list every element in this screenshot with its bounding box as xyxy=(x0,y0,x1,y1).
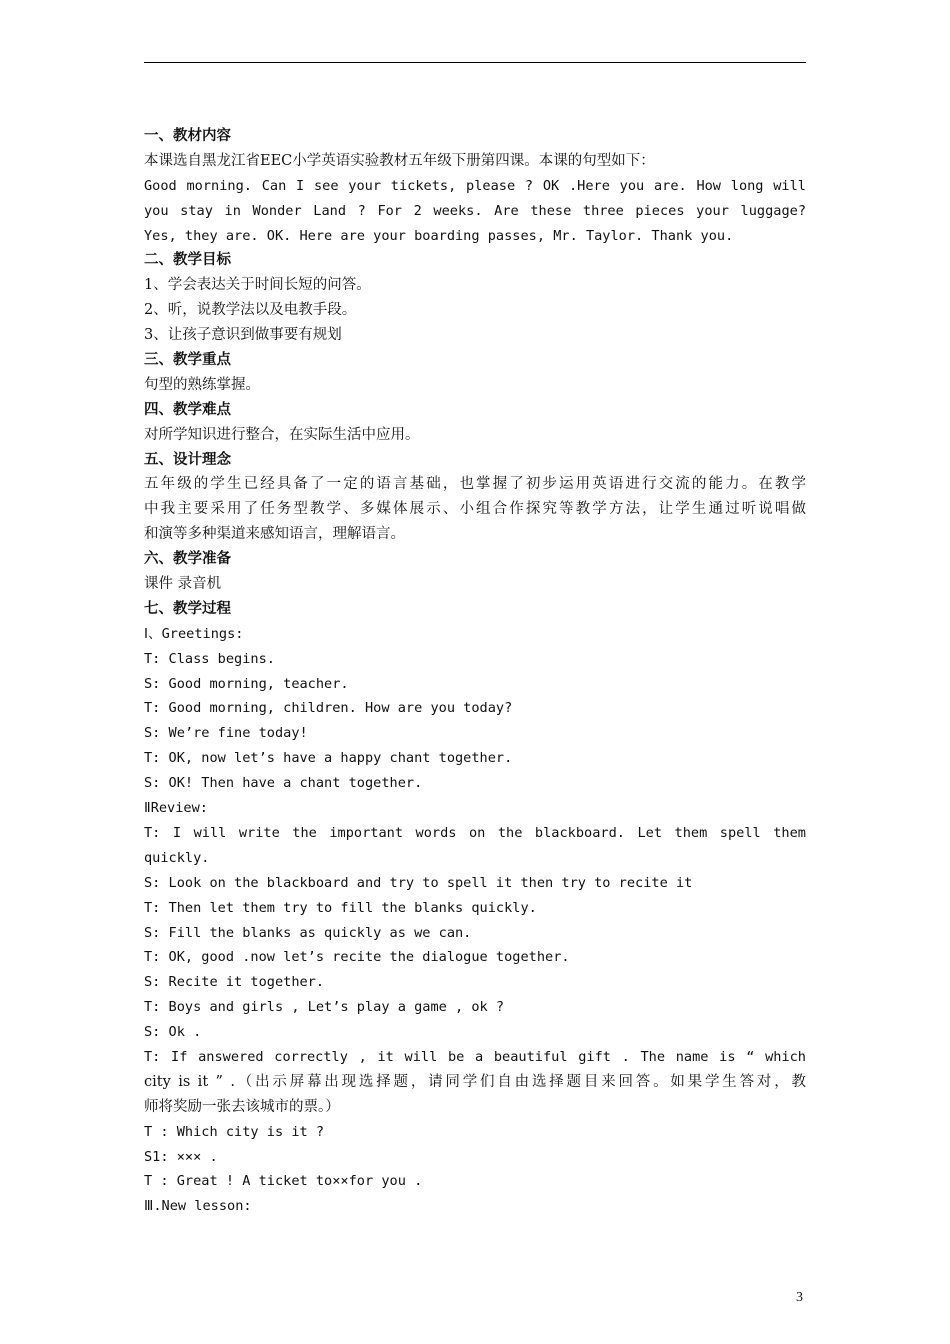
section-heading: 一、教材内容 xyxy=(144,128,231,144)
section-heading: 七、教学过程 xyxy=(144,600,231,617)
text-line: T : Which city is it ? xyxy=(144,1123,325,1140)
text-line: Yes, they are. OK. Here are your boarding passes, Mr. Taylor. Thank you. xyxy=(144,227,734,244)
text-line: Ⅲ.New lesson: xyxy=(144,1198,252,1215)
text-line: 对所学知识进行整合，在实际生活中应用。 xyxy=(144,426,420,443)
text-line: S: Recite it together. xyxy=(144,974,325,991)
text-line: T: I will write the important words on the blackboard. Let them spell them xyxy=(144,824,806,841)
text-line: 本课选自黑龙江省EEC小学英语实验教材五年级下册第四课。本课的句型如下： xyxy=(144,152,655,169)
text-line: T: Good morning, children. How are you today? xyxy=(144,700,513,717)
section-heading: 四、教学难点 xyxy=(144,401,231,418)
section-heading: 二、教学目标 xyxy=(144,252,231,269)
text-line: 和演等多种渠道来感知语言，理解语言。 xyxy=(144,526,405,543)
text-line: 中我主要采用了任务型教学、多媒体展示、小组合作探究等教学方法，让学生通过听说唱做 xyxy=(144,501,806,518)
text-line: T: Boys and girls , Let’s play a game , ok ? xyxy=(144,999,505,1016)
text-line: 1、学会表达关于时间长短的问答。 xyxy=(144,277,371,294)
text-line: Ⅰ、Greetings: xyxy=(144,625,244,642)
text-line: 句型的熟练掌握。 xyxy=(144,376,260,393)
text-line: S: Fill the blanks as quickly as we can. xyxy=(144,924,472,941)
text-line: you stay in Wonder Land ? For 2 weeks. Are these three pieces your luggage? xyxy=(144,202,806,219)
text-line: Good morning. Can I see your tickets, please ? OK .Here you are. How long will xyxy=(144,177,806,194)
text-line: T: Then let them try to fill the blanks quickly. xyxy=(144,899,537,916)
text-line: T: OK, now let’s have a happy chant together. xyxy=(144,750,513,767)
page-number: 3 xyxy=(796,1290,803,1305)
text-line: city is it ” .（出示屏幕出现选择题，请同学们自由选择题目来回答。如果学生答对，教 xyxy=(144,1073,806,1090)
section-heading: 三、教学重点 xyxy=(144,352,231,369)
header-rule xyxy=(144,62,806,63)
text-line: S1: ××× . xyxy=(144,1148,218,1165)
section-heading: 六、教学准备 xyxy=(144,551,231,568)
text-line: T: OK, good .now let’s recite the dialogue together. xyxy=(144,949,570,966)
text-line: 五年级的学生已经具备了一定的语言基础，也掌握了初步运用英语进行交流的能力。在教学 xyxy=(144,476,806,493)
text-line: S: OK! Then have a chant together. xyxy=(144,775,423,792)
text-line: 课件 录音机 xyxy=(144,576,222,593)
text-line: T : Great ! A ticket to××for you . xyxy=(144,1173,423,1190)
text-line: S: We’re fine today! xyxy=(144,725,308,742)
text-line: quickly. xyxy=(144,849,210,866)
section-heading: 五、设计理念 xyxy=(144,451,231,468)
text-line: 师将奖励一张去该城市的票。） xyxy=(144,1098,340,1115)
text-line: S: Look on the blackboard and try to spell it then try to recite it xyxy=(144,874,693,891)
text-line: 2、听，说教学法以及电教手段。 xyxy=(144,302,357,319)
document-body xyxy=(144,124,806,1219)
text-line: S: Ok . xyxy=(144,1024,202,1041)
text-line: 3、让孩子意识到做事要有规划 xyxy=(144,327,342,344)
text-line: T: If answered correctly , it will be a beautiful gift . The name is “ which xyxy=(144,1048,806,1065)
text-line: ⅡReview: xyxy=(144,800,208,817)
text-line: S: Good morning, teacher. xyxy=(144,675,349,692)
text-line: T: Class begins. xyxy=(144,650,275,667)
